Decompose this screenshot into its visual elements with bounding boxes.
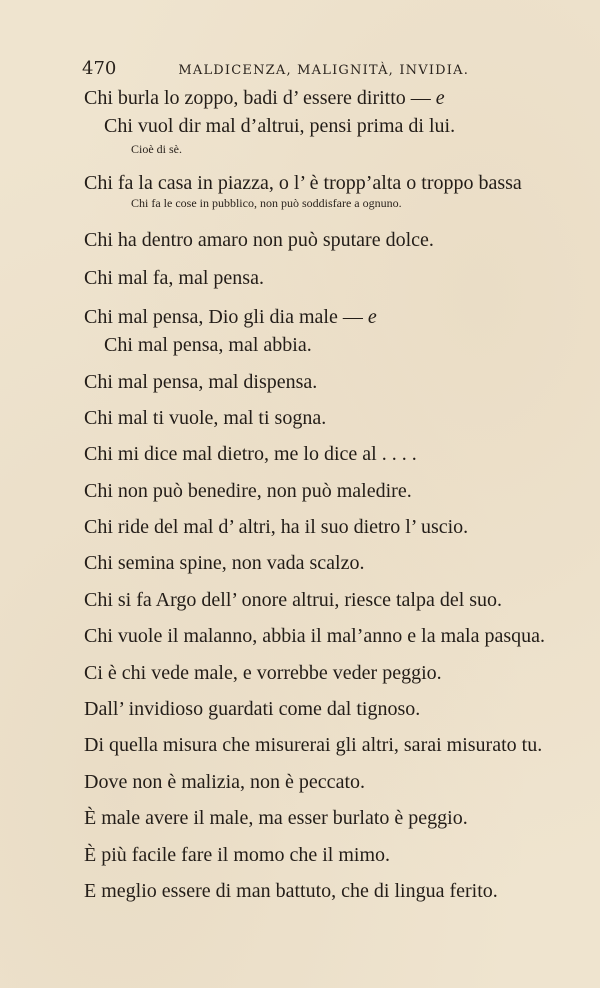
proverb-text: Chi mal pensa, Dio gli dia male — (84, 306, 363, 328)
page-number: 470 (82, 58, 117, 79)
proverb-text: Ci è chi vede male, e vorrebbe veder peggio. (84, 662, 442, 684)
proverb-text: Chi fa la casa in piazza, o l’ è tropp’alta o troppo bassa (84, 172, 522, 194)
proverb-text: E meglio essere di man battuto, che di lingua ferito. (84, 880, 498, 902)
proverb-text: Chi mal fa, mal pensa. (84, 267, 264, 289)
proverb-note: Cioè di sè. (131, 142, 182, 156)
proverb-text: Dove non è malizia, non è peccato. (84, 771, 365, 793)
proverb-text: Dall’ invidioso guardati come dal tignoso. (84, 698, 421, 720)
continuation-mark: e (435, 87, 445, 109)
proverb-variant-text: Chi vuol dir mal d’altrui, pensi prima di lui. (104, 115, 456, 137)
proverb-note: Chi fa le cose in pubblico, non può soddisfare a ognuno. (131, 196, 402, 210)
page-header (82, 58, 470, 79)
proverb-variant-text: Chi mal pensa, mal abbia. (104, 334, 312, 356)
proverb-text: Chi si fa Argo dell’ onore altrui, riesce talpa del suo. (84, 589, 503, 611)
proverb-text: Chi ride del mal d’ altri, ha il suo dietro l’ uscio. (84, 516, 469, 538)
proverb-text: Chi non può benedire, non può maledire. (84, 480, 412, 502)
proverb-text: Chi mi dice mal dietro, me lo dice al . . . . (84, 443, 417, 465)
continuation-mark: e (367, 306, 377, 328)
proverb-text: È più facile fare il momo che il mimo. (84, 844, 391, 866)
proverb-text: Di quella misura che misurerai gli altri, sarai misurato tu. (84, 734, 543, 756)
proverb-text: Chi ha dentro amaro non può sputare dolce. (84, 229, 434, 251)
proverb-text: Chi semina spine, non vada scalzo. (84, 552, 365, 574)
proverb-text: È male avere il male, ma esser burlato è peggio. (84, 807, 468, 829)
proverb-text: Chi burla lo zoppo, badi d’ essere diritto — (84, 87, 431, 109)
proverb-text: Chi mal ti vuole, mal ti sogna. (84, 407, 327, 429)
proverb-text: Chi vuole il malanno, abbia il mal’anno e la mala pasqua. (84, 625, 545, 647)
running-title: MALDICENZA, MALIGNITÀ, INVIDIA. (178, 63, 470, 78)
proverb-text: Chi mal pensa, mal dispensa. (84, 371, 318, 393)
